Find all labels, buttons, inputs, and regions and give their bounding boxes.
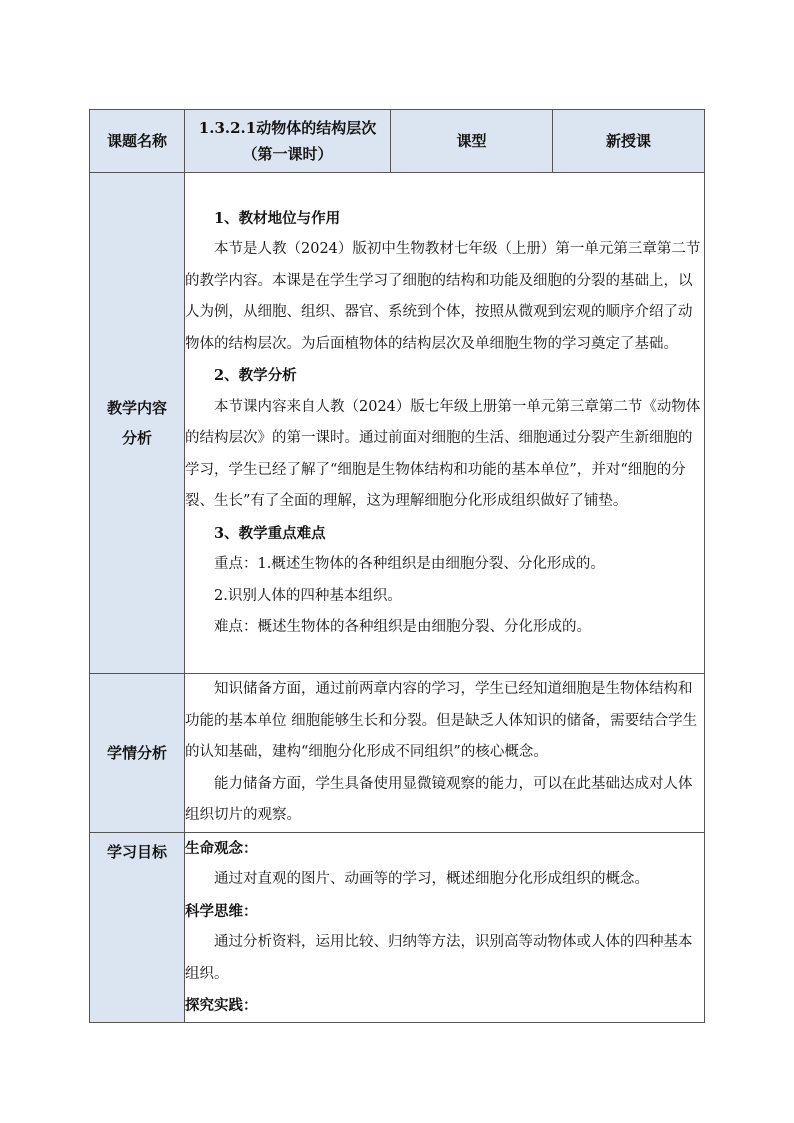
paragraph: 本节课内容来自人教（2024）版七年级上册第一单元第三章第二节《动物体的结构层次》的第一课时。通过前面对细胞的生活、细胞通过分裂产生新细胞的学习，学生已经了解了“细胞是生物体结构和功能的基本单位”，并对“细胞的分裂、生长”有了全面的理解，这为理解细胞分化形成组织做好了铺垫。 [185,398,701,509]
course-title-line1: 1.3.2.1动物体的结构层次 [198,119,377,137]
paragraph: 知识储备方面，通过前两章内容的学习，学生已经知道细胞是生物体结构和功能的基本单位 细胞能够生长和分裂。但是缺乏人体知识的储备，需要结合学生的认知基础，建构“细胞分化形成不同组织”的核心概念。 [185,681,698,760]
objective-text: 通过分析资料，运用比较、归纳等方法，识别高等动物体或人体的四种基本组织。 [185,934,693,982]
difficulty-point: 难点：概述生物体的各种组织是由细胞分裂、分化形成的。 [214,619,591,635]
learner-analysis-body [185,674,705,833]
objective-heading: 探究实践： [185,997,258,1014]
objectives-body [185,832,705,1022]
content-analysis-row [90,173,705,674]
section-heading: 3、教学重点难点 [214,524,326,542]
paragraph: 能力储备方面，学生具备使用显微镜观察的能力，可以在此基础达成对人体组织切片的观察。 [185,775,693,823]
content-analysis-label-line1: 教学内容 [106,399,167,417]
section-heading: 1、教材地位与作用 [214,209,341,227]
course-name-label: 课题名称 [90,110,185,173]
content-analysis-label-line2: 分析 [121,429,152,447]
objective-heading: 生命观念： [185,839,258,857]
header-row [90,110,705,173]
course-title-line2: （第一课时） [242,145,333,163]
content-analysis-label [90,173,185,674]
course-title [185,110,391,173]
objective-heading: 科学思维： [185,902,258,920]
key-point-2: 2.识别人体的四种基本组织。 [214,587,402,604]
learner-analysis-label: 学情分析 [90,674,185,833]
lesson-plan-table [89,109,705,1023]
paragraph: 本节是人教（2024）版初中生物教材七年级（上册）第一单元第三章第二节的教学内容。本课是在学生学习了细胞的结构和功能及细胞的分裂的基础上，以人为例，从细胞、组织、器官、系统到个体，按照从微观到宏观的顺序介绍了动物体的结构层次。为后面植物体的结构层次及单细胞生物的学习奠定了基础。 [185,241,701,352]
content-analysis-body [185,173,705,674]
objectives-row [90,832,705,1022]
section-heading: 2、教学分析 [214,367,297,384]
learner-analysis-row [90,674,705,833]
course-type-label: 课型 [391,110,553,173]
objectives-label: 学习目标 [90,832,185,1022]
key-point-1: 重点：1.概述生物体的各种组织是由细胞分裂、分化形成的。 [214,556,605,572]
objective-text: 通过对直观的图片、动画等的学习，概述细胞分化形成组织的概念。 [214,871,649,887]
course-type-value: 新授课 [553,110,705,173]
